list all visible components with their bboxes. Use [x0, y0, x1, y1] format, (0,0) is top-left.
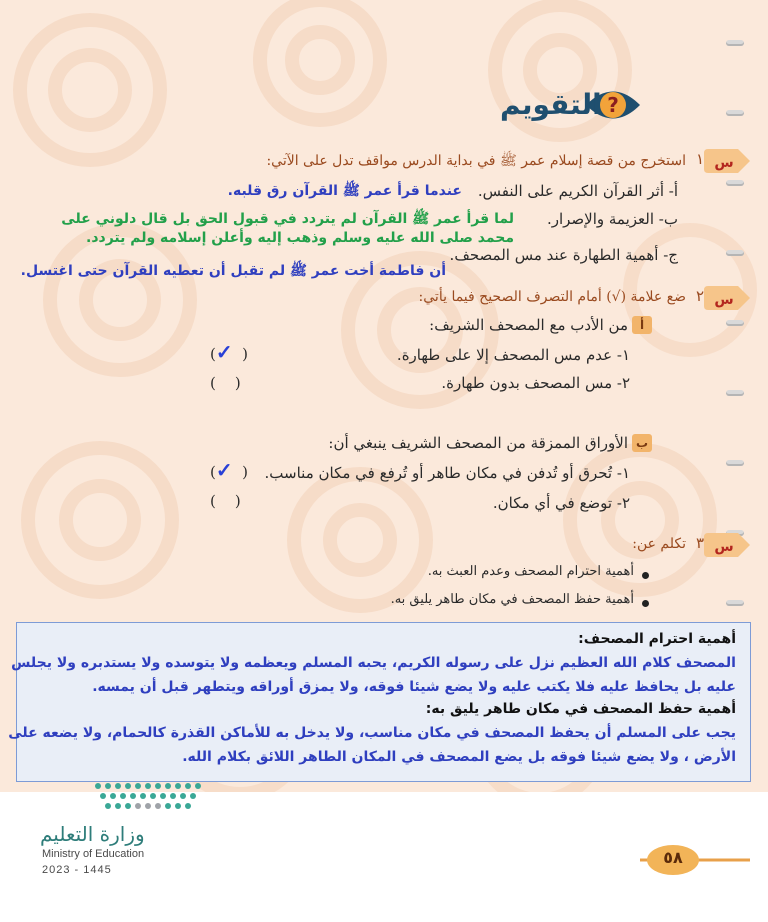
svg-text:س: س	[714, 539, 734, 555]
question-2-prompt: ضع علامة (√) أمام التصرف الصحيح فيما يأتي:	[418, 289, 686, 305]
question-2-badge-number: ٢	[695, 287, 704, 305]
bullet-icon	[642, 600, 649, 607]
q1-item-b-answer-line1: لما قرأ عمر ﷺ القرآن لم يتردد في قبول الحق بل قال دلوني على	[61, 211, 514, 227]
question-1-badge-number: ١	[695, 150, 704, 168]
answer-heading-1: أهمية احترام المصحف:	[578, 631, 736, 647]
question-1-badge-icon	[704, 148, 750, 174]
q1-item-c-label: ج- أهمية الطهارة عند مس المصحف.	[449, 246, 678, 264]
question-2-badge-icon	[704, 285, 750, 311]
q1-item-b-answer-line2: محمد صلى الله عليه وسلم وذهب إليه وأعلن إسلامه ولم يتردد.	[86, 230, 514, 246]
checkmark-icon: ✓	[215, 340, 233, 364]
svg-text:س: س	[714, 292, 734, 308]
q2-part-b-badge: ب	[632, 434, 652, 452]
q2-a-item-2-text: ٢- مس المصحف بدون طهارة.	[441, 374, 630, 392]
q2-a-item-2-checkbox[interactable]: ( )	[210, 374, 241, 392]
binder-rings	[720, 0, 750, 922]
q1-item-b-label: ب- العزيمة والإصرار.	[546, 210, 678, 228]
q2-a-item-1-text: ١- عدم مس المصحف إلا على طهارة.	[396, 346, 630, 364]
answer-paragraph-1-line-1: المصحف كلام الله العظيم نزل على رسوله الكريم، يحبه المسلم ويعظمه ولا يتوسده ولا يستدبره ولا يجلس	[11, 655, 736, 671]
q1-item-c-answer: أن فاطمة أخت عمر ﷺ لم تقبل أن تعطيه القرآن حتى اغتسل.	[20, 263, 446, 279]
question-3-prompt: تكلم عن:	[632, 536, 686, 552]
checkmark-icon: ✓	[215, 458, 233, 482]
section-title-text: التقويم	[500, 88, 602, 121]
answer-heading-2: أهمية حفظ المصحف في مكان طاهر يليق به:	[425, 701, 736, 717]
ministry-logo-dots-icon	[92, 780, 212, 812]
q2-b-item-2-checkbox[interactable]: ( )	[210, 492, 241, 510]
q1-item-a-label: أ- أثر القرآن الكريم على النفس.	[477, 182, 678, 200]
q1-item-a-answer: عندما قرأ عمر ﷺ القرآن رق قلبه.	[227, 183, 462, 199]
q2-b-item-1-text: ١- تُحرق أو تُدفن في مكان طاهر أو تُرفع في مكان مناسب.	[264, 464, 630, 482]
section-title	[492, 82, 642, 132]
question-3-badge-number: ٣	[695, 534, 704, 552]
svg-text:س: س	[714, 155, 734, 171]
q2-b-item-2-text: ٢- توضع في أي مكان.	[492, 494, 630, 512]
bullet-icon	[642, 572, 649, 579]
page-number: ٥٨	[663, 848, 683, 867]
answer-box	[8, 622, 751, 782]
question-1-prompt: استخرج من قصة إسلام عمر ﷺ في بداية الدرس مواقف تدل على الآتي:	[266, 153, 686, 169]
edition-year: 2023 - 1445	[42, 864, 112, 876]
question-3-badge-icon	[704, 532, 750, 558]
q2-a-item-1-checkbox[interactable]: (✓ )	[210, 340, 249, 364]
q2-part-a-badge: أ	[632, 316, 652, 334]
q3-bullet-2: أهمية حفظ المصحف في مكان طاهر يليق به.	[390, 592, 634, 607]
ministry-name-arabic: وزارة التعليم	[40, 822, 145, 846]
ministry-name-english: Ministry of Education	[42, 848, 145, 860]
q2-part-a-title: من الأدب مع المصحف الشريف:	[429, 316, 628, 334]
q2-part-b-title: الأوراق الممزقة من المصحف الشريف ينبغي أن:	[328, 434, 628, 452]
answer-paragraph-2-line-1: يجب على المسلم أن يحفظ المصحف في مكان مناسب، ولا يدخل به للأماكن القذرة كالحمام، ولا يضعه على	[8, 725, 736, 741]
answer-paragraph-1-line-2: عليه بل يحافظ عليه فلا يكتب عليه ولا يضع شيئا فوقه، ولا يمزق أوراقه ويتطهر قبل أن يمسه.	[92, 679, 736, 695]
q3-bullet-1: أهمية احترام المصحف وعدم العبث به.	[427, 564, 634, 579]
svg-text:?: ?	[607, 93, 619, 117]
answer-paragraph-2-line-2: الأرض ، ولا يضع شيئا فوقه بل يضع المصحف في المكان الطاهر اللائق بكلام الله.	[182, 749, 736, 765]
q2-b-item-1-checkbox[interactable]: (✓ )	[210, 458, 249, 482]
